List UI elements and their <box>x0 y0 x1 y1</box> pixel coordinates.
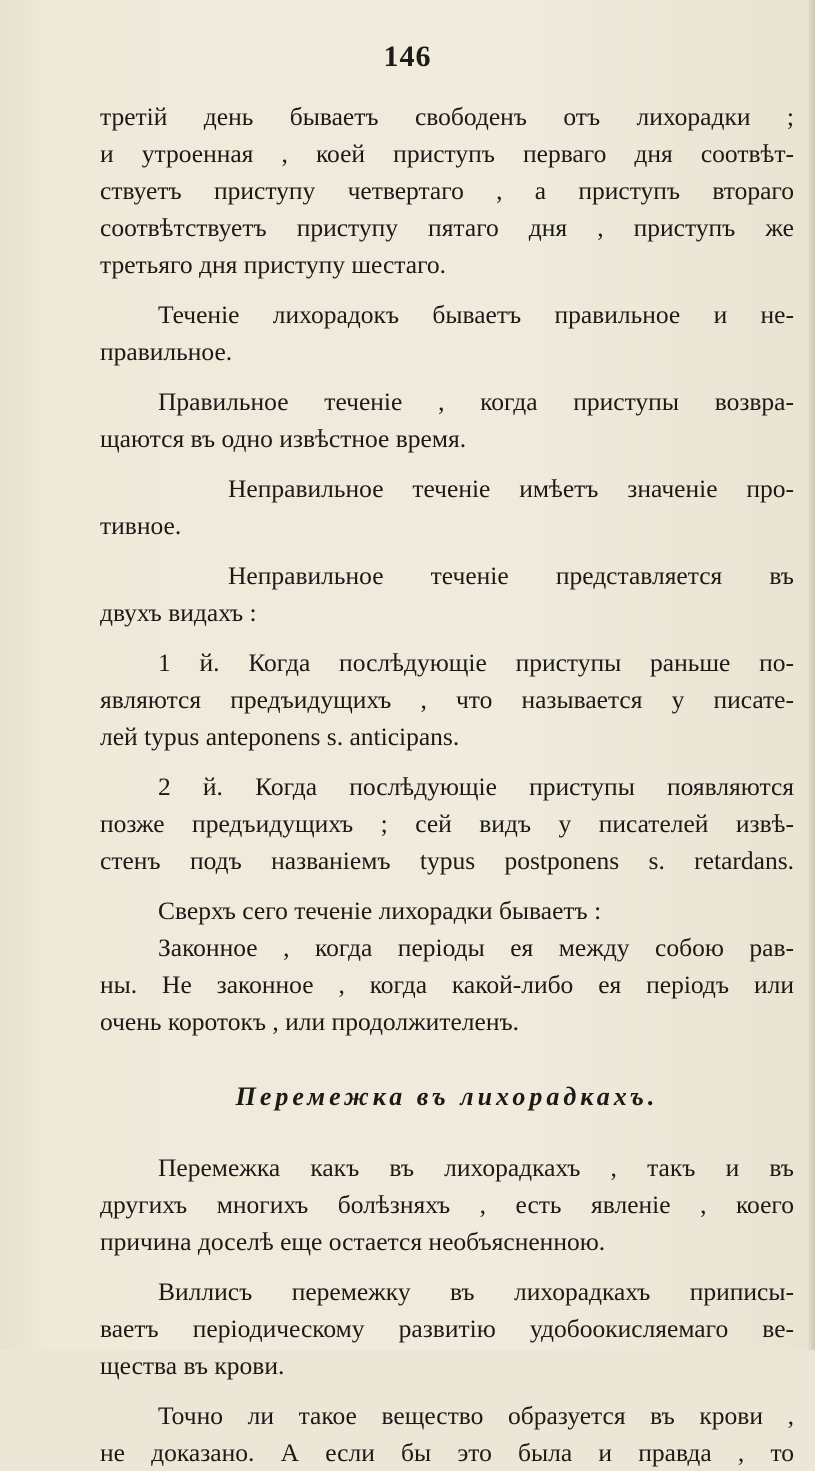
text-line: Неправильное теченіе представляется въ <box>228 561 794 590</box>
text-line: двухъ видахъ : <box>100 598 257 627</box>
text-line: другихъ многихъ болѣзняхъ , есть явленіе , коего <box>100 1190 794 1219</box>
text-line: щества въ крови. <box>100 1351 285 1380</box>
text-line: третій день бываетъ свободенъ отъ лихорадки ; <box>100 102 794 131</box>
text-line: Точно ли такое вещество образуется въ крови , <box>158 1401 794 1430</box>
text-line: третьяго дня приступу шестаго. <box>100 250 447 279</box>
text-line: являются предъидущихъ , что называется у писате- <box>100 685 794 714</box>
text-line: ны. Не законное , когда какой-либо ея періодъ или <box>100 970 794 999</box>
text-line: Сверхъ сего теченіе лихорадки бываетъ : <box>158 896 602 925</box>
text-line: щаются въ одно извѣстное время. <box>100 424 467 453</box>
text-line: очень коротокъ , или продолжителенъ. <box>100 1007 520 1036</box>
text-line: стенъ подъ названіемъ typus postponens s. retardans. <box>100 846 794 875</box>
body-text <box>100 98 794 1471</box>
text-line: правильное. <box>100 337 233 366</box>
page-edge-shadow <box>807 0 815 1350</box>
text-line: позже предъидущихъ ; сей видъ у писателей извѣ- <box>100 809 794 838</box>
section-heading: Перемежка въ лихорадкахъ. <box>235 1082 659 1111</box>
text-line: Правильное теченіе , когда приступы возвра- <box>158 387 794 416</box>
text-line: не доказано. А если бы это была и правда , то <box>100 1438 794 1467</box>
text-line: Неправильное теченіе имѣетъ значеніе про- <box>228 474 794 503</box>
text-line: и утроенная , коей приступъ перваго дня соотвѣт- <box>100 139 794 168</box>
text-line: Виллисъ перемежку въ лихорадкахъ приписы- <box>158 1277 794 1306</box>
page-number: 146 <box>383 40 432 73</box>
text-line: ваетъ періодическому развитію удобоокисляемаго ве- <box>100 1314 794 1343</box>
text-line: причина доселѣ еще остается необъясненною. <box>100 1227 606 1256</box>
text-line: Перемежка какъ въ лихорадкахъ , такъ и въ <box>158 1153 794 1182</box>
text-line: 1 й. Когда послѣдующіе приступы раньше по- <box>158 648 794 677</box>
text-line: ствуетъ приступу четвертаго , а приступъ втораго <box>100 176 794 205</box>
text-line: лей typus anteponens s. anticipans. <box>100 722 460 751</box>
text-line: тивное. <box>100 511 182 540</box>
text-line: Законное , когда періоды ея между собою рав- <box>158 933 794 962</box>
text-line: Теченіе лихорадокъ бываетъ правильное и не- <box>158 300 794 329</box>
text-line: 2 й. Когда послѣдующіе приступы появляются <box>158 772 794 801</box>
text-line: соотвѣтствуетъ приступу пятаго дня , приступъ же <box>100 213 794 242</box>
